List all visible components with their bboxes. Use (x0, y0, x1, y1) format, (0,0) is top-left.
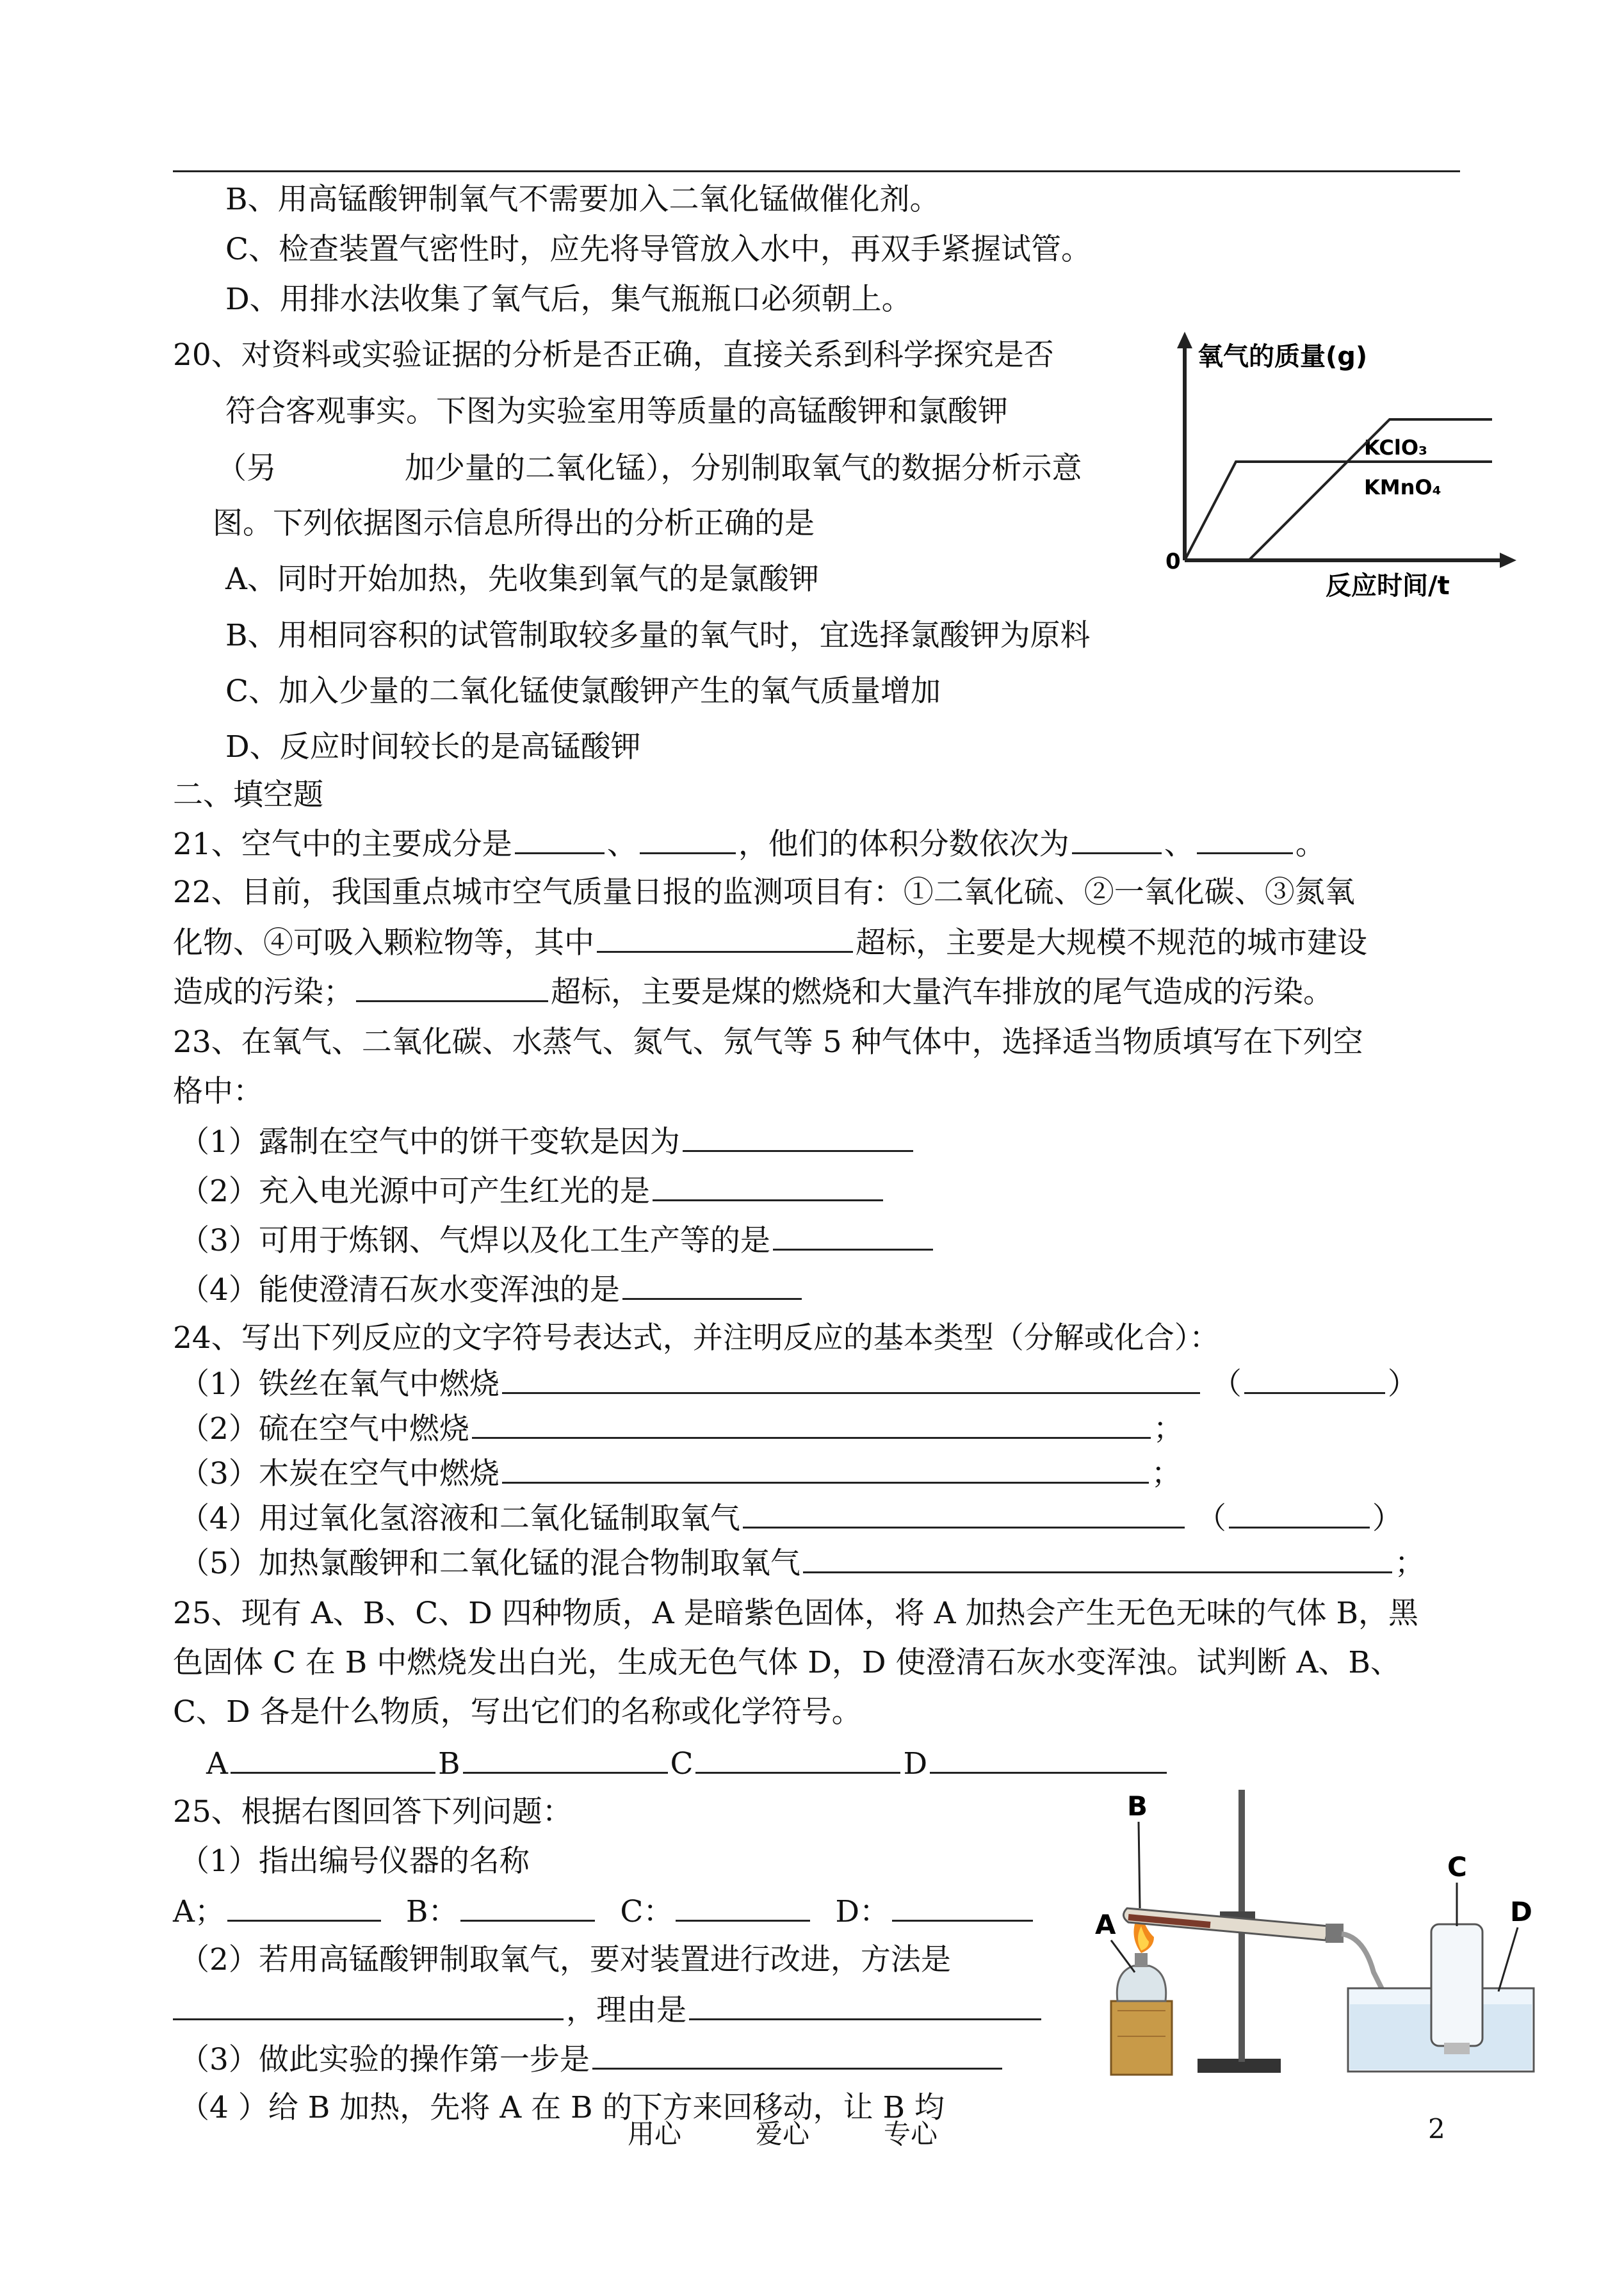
section-title: 二、填空题 (173, 777, 323, 813)
jar-stand (1444, 2043, 1470, 2054)
q21-stem-2: ，他们的体积分数依次为 (738, 827, 1069, 862)
q24-type-blank-1[interactable] (1244, 1364, 1385, 1394)
q25b-blank-d[interactable] (892, 1892, 1033, 1922)
series-line-kclo3 (1185, 419, 1492, 560)
q25b-blank-c[interactable] (676, 1892, 810, 1922)
q24-blank-1[interactable] (502, 1364, 1200, 1394)
x-axis-arrow (1500, 553, 1516, 568)
q25a-answers (206, 1744, 1169, 1783)
q24-sub-3-text: （3）木炭在空气中燃烧 (179, 1456, 499, 1491)
q20-option-b: B、用相同容积的试管制取较多量的氧气时，宜选择氯酸钾为原料 (225, 618, 1091, 653)
apparatus-label-a: A (1095, 1909, 1116, 1940)
q25a-blank-a[interactable] (231, 1744, 435, 1774)
label-b-leader (1139, 1822, 1140, 1908)
q24-sub-1 (179, 1364, 1418, 1404)
footer-word-2: 爱心 (756, 2118, 810, 2150)
q22-stem-3b: 超标，主要是煤的燃烧和大量汽车排放的尾气造成的污染。 (551, 975, 1333, 1010)
q25a-label-d: D (903, 1746, 928, 1781)
q25b-sub-2-cont (173, 1990, 1044, 2030)
oxygen-apparatus-figure (1082, 1780, 1543, 2081)
q25a-blank-d[interactable] (930, 1744, 1167, 1774)
q25b-sub-3-text: （3）做此实验的操作第一步是 (179, 2042, 590, 2077)
q23-blank-2[interactable] (653, 1171, 883, 1201)
oxygen-mass-chart (1165, 327, 1524, 602)
q24-semi-5: ； (1394, 1546, 1425, 1581)
apparatus-label-d: D (1510, 1896, 1532, 1927)
q20-stem-3a: （另 (216, 451, 277, 486)
series-label-kmno4: KMnO₄ (1364, 475, 1441, 499)
q22-line-2 (173, 923, 1367, 962)
q25b-label-a: A； (173, 1894, 225, 1929)
q24-sub-2 (179, 1409, 1183, 1448)
q25b-label-b: B： (405, 1894, 459, 1929)
lamp-wick-holder (1135, 1953, 1148, 1967)
q24-stem: 24、写出下列反应的文字符号表达式，并注明反应的基本类型（分解或化合）： (173, 1320, 1220, 1356)
q23-sub-4-text: （4）能使澄清石灰水变浑浊的是 (179, 1272, 620, 1308)
chart-xlabel: 反应时间/t (1326, 571, 1450, 601)
q25b-label-c: C： (620, 1894, 674, 1929)
q23-sub-2-text: （2）充入电光源中可产生红光的是 (179, 1174, 650, 1209)
q23-blank-1[interactable] (683, 1122, 913, 1152)
q20-stem-3b: 加少量的二氧化锰），分别制取氧气的数据分析示意 (405, 451, 1082, 486)
q25b-label-d: D： (835, 1894, 890, 1929)
q25b-sub-1: （1）指出编号仪器的名称 (179, 1844, 530, 1879)
header-rule (173, 170, 1460, 172)
q25b-stem: 25、根据右图回答下列问题： (173, 1794, 572, 1829)
q24-sub-4-text: （4）用过氧化氢溶液和二氧化锰制取氧气 (179, 1501, 740, 1536)
q25b-reason-label: ，理由是 (566, 1993, 686, 2028)
q22-blank-1[interactable] (597, 923, 853, 953)
q24-semi-3: ； (1151, 1456, 1181, 1491)
y-axis-arrow (1177, 332, 1192, 348)
q24-sub-2-text: （2）硫在空气中燃烧 (179, 1411, 469, 1447)
alcohol-lamp (1117, 1966, 1165, 2001)
q24-blank-3[interactable] (502, 1454, 1149, 1484)
q23-sub-1-text: （1）露制在空气中的饼干变软是因为 (179, 1124, 680, 1160)
q25a-blank-b[interactable] (463, 1744, 668, 1774)
q22-blank-2[interactable] (356, 972, 548, 1002)
q25b-blank-b[interactable] (460, 1892, 595, 1922)
q22-stem-2b: 超标，主要是大规模不规范的城市建设 (856, 925, 1367, 961)
chart-ylabel: 氧气的质量(g) (1198, 342, 1368, 371)
q24-sub-3 (179, 1454, 1181, 1493)
q20-option-a: A、同时开始加热，先收集到氧气的是氯酸钾 (225, 562, 819, 597)
q25b-blank-method[interactable] (173, 1990, 564, 2020)
q24-lp-1: （ (1211, 1366, 1242, 1402)
q25a-blank-c[interactable] (695, 1744, 900, 1774)
q19-option-b: B、用高锰酸钾制氧气不需要加入二氧化锰做催化剂。 (225, 182, 940, 217)
q23-sub-1 (179, 1122, 916, 1162)
gas-jar (1431, 1924, 1482, 2046)
label-d-leader (1498, 1927, 1518, 1991)
q23-sub-4 (179, 1270, 804, 1310)
q25a-line-2: 色固体 C 在 B 中燃烧发出白光，生成无色气体 D，D 使澄清石灰水变浑浊。试判断 A、B、 (173, 1645, 1401, 1680)
series-label-kclo3: KClO₃ (1364, 435, 1428, 460)
q22-stem-2a: 化物、④可吸入颗粒物等，其中 (173, 925, 594, 961)
q24-semi-2: ； (1153, 1411, 1183, 1447)
footer-word-3: 专心 (884, 2118, 938, 2150)
q20-option-d: D、反应时间较长的是高锰酸钾 (225, 729, 641, 765)
q21-blank-4[interactable] (1197, 824, 1293, 854)
wood-block (1111, 2001, 1172, 2075)
chart-origin: 0 (1165, 549, 1181, 574)
q20-stem-2: 符合客观事实。下图为实验室用等质量的高锰酸钾和氯酸钾 (225, 394, 1008, 429)
q19-option-c: C、检查装置气密性时，应先将导管放入水中，再双手紧握试管。 (225, 232, 1091, 267)
q25a-line-3: C、D 各是什么物质，写出它们的名称或化学符号。 (173, 1694, 862, 1730)
q20-option-c: C、加入少量的二氧化锰使氯酸钾产生的氧气质量增加 (225, 674, 941, 709)
apparatus-label-c: C (1447, 1851, 1467, 1883)
q23-line-1: 23、在氧气、二氧化碳、水蒸气、氮气、氖气等 5 种气体中，选择适当物质填写在下列空 (173, 1025, 1363, 1060)
q20-stem-1: 20、对资料或实验证据的分析是否正确，直接关系到科学探究是否 (173, 337, 1054, 373)
q21-sep-2: 、 (1164, 827, 1194, 862)
q23-blank-3[interactable] (773, 1220, 933, 1251)
q22-stem-3a: 造成的污染； (173, 975, 353, 1010)
q21-blank-2[interactable] (640, 824, 736, 854)
q24-blank-5[interactable] (803, 1543, 1392, 1573)
q25b-blank-first-step[interactable] (592, 2040, 1002, 2070)
q21-end: 。 (1295, 827, 1326, 862)
q20-stem-4: 图。下列依据图示信息所得出的分析正确的是 (213, 506, 815, 541)
q25b-sub-4: （4 ）给 B 加热，先将 A 在 B 的下方来回移动，让 B 均 (179, 2090, 945, 2125)
q25b-names-line (173, 1892, 1035, 1931)
q23-sub-3-text: （3）可用于炼钢、气焊以及化工生产等的是 (179, 1223, 770, 1258)
q21-sep-1: 、 (606, 827, 637, 862)
q21-blank-3[interactable] (1072, 824, 1162, 854)
q25b-blank-reason[interactable] (689, 1990, 1041, 2020)
footer-word-1: 用心 (628, 2118, 682, 2150)
q25a-line-1: 25、现有 A、B、C、D 四种物质，A 是暗紫色固体，将 A 加热会产生无色无味的气体 B，黑 (173, 1596, 1418, 1631)
q24-sub-5 (179, 1543, 1425, 1583)
q25a-label-c: C (670, 1746, 694, 1781)
q24-type-blank-4[interactable] (1229, 1498, 1370, 1529)
q24-blank-2[interactable] (472, 1409, 1151, 1439)
q25b-blank-a[interactable] (227, 1892, 381, 1922)
q24-sub-5-text: （5）加热氯酸钾和二氧化锰的混合物制取氧气 (179, 1546, 800, 1581)
q23-sub-3 (179, 1220, 936, 1260)
q23-blank-4[interactable] (622, 1270, 802, 1300)
q24-blank-4[interactable] (743, 1498, 1185, 1529)
q22-line-1: 22、目前，我国重点城市空气质量日报的监测项目有：①二氧化硫、②一氧化碳、③氮氧 (173, 875, 1355, 910)
q21-blank-1[interactable] (515, 824, 605, 854)
q23-line-2: 格中： (173, 1074, 263, 1109)
q24-sub-1-text: （1）铁丝在氧气中燃烧 (179, 1366, 499, 1402)
series-line-kmno4 (1185, 462, 1492, 560)
q23-sub-2 (179, 1171, 886, 1211)
page-number: 2 (1428, 2113, 1445, 2145)
apparatus-label-b: B (1127, 1790, 1148, 1822)
q25a-label-a: A (206, 1746, 228, 1781)
q24-lp-4: （ (1196, 1501, 1226, 1536)
q24-sub-4 (179, 1498, 1402, 1538)
label-a-leader (1111, 1940, 1135, 1972)
q21-line (173, 824, 1326, 864)
q24-rp-1: ） (1387, 1366, 1418, 1402)
q19-option-d: D、用排水法收集了氧气后，集气瓶瓶口必须朝上。 (225, 282, 912, 317)
stopper (1326, 1924, 1344, 1943)
q24-rp-4: ） (1372, 1501, 1402, 1536)
q22-line-3 (173, 972, 1333, 1012)
q25b-sub-3 (179, 2040, 1005, 2079)
q21-stem: 21、空气中的主要成分是 (173, 827, 512, 862)
q25b-sub-2: （2）若用高锰酸钾制取氧气，要对装置进行改进，方法是 (179, 1942, 951, 1977)
q25a-label-b: B (437, 1746, 460, 1781)
